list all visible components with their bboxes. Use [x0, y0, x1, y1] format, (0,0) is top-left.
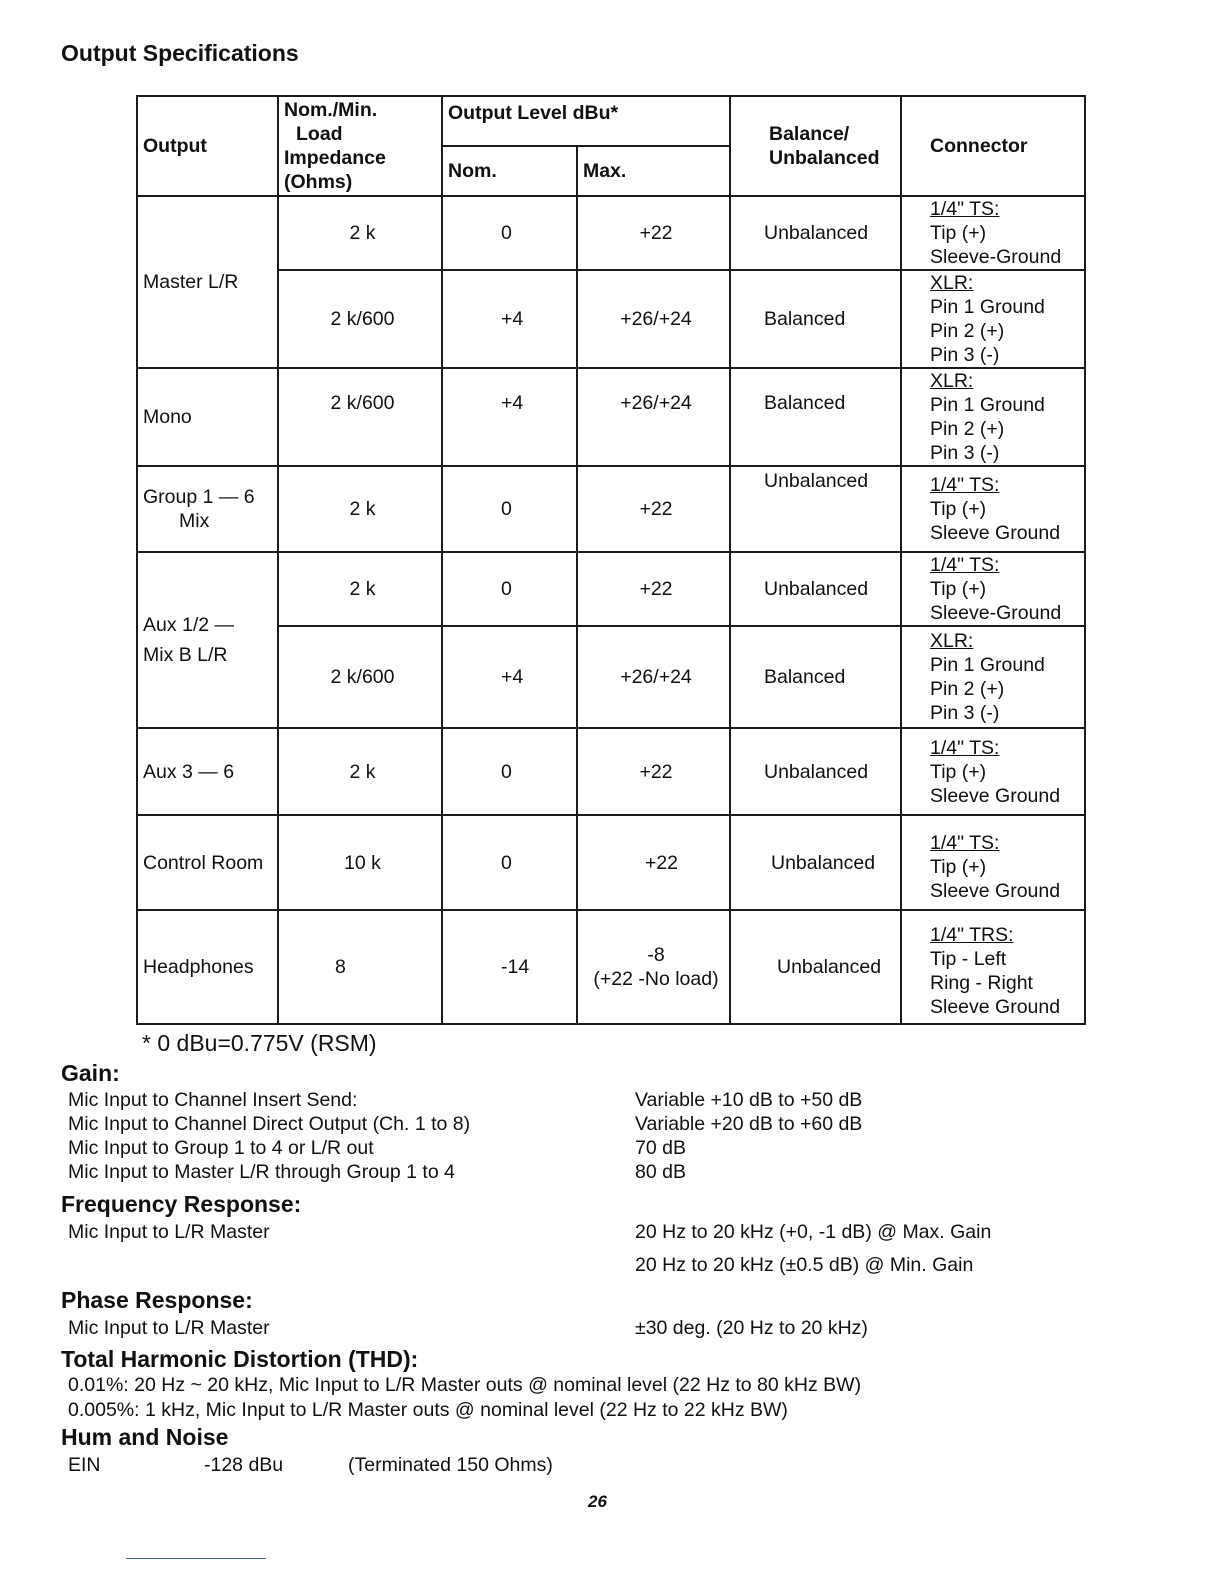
table-row	[137, 196, 1085, 270]
connector-pin: Ring - Right	[930, 972, 1033, 994]
connector-pin: Pin 3 (-)	[930, 344, 1000, 366]
connector-cell	[901, 552, 1085, 626]
connector-pin: Sleeve Ground	[930, 784, 1061, 807]
max-cell	[577, 910, 730, 1024]
hum-ein-value: -128 dBu	[204, 1454, 284, 1476]
connector-pin: Sleeve Ground	[930, 996, 1061, 1018]
gain-heading: Gain:	[61, 1060, 120, 1086]
phase-value: ±30 deg. (20 Hz to 20 kHz)	[635, 1317, 868, 1339]
output-name: Control Room	[137, 815, 278, 910]
connector-pin: Pin 1 Ground	[930, 296, 1045, 318]
thd-heading: Total Harmonic Distortion (THD):	[61, 1346, 419, 1372]
thd-line: 0.01%: 20 Hz ~ 20 kHz, Mic Input to L/R Master outs @ nominal level (22 Hz to 80 kHz BW)	[68, 1374, 862, 1396]
connector-pin: Tip - Left	[930, 948, 1007, 970]
nom-cell: +4	[442, 626, 577, 728]
gain-label: Mic Input to Channel Direct Output (Ch. 1 to 8)	[68, 1113, 471, 1135]
connector-pin: Pin 2 (+)	[930, 678, 1005, 700]
nom-cell: -14	[442, 910, 577, 1024]
connector-pin: Pin 1 Ground	[930, 394, 1045, 416]
connector-type: 1/4" TS:	[930, 198, 1000, 220]
balance-cell: Balanced	[730, 368, 901, 466]
header-balance-line2: Unbalanced	[769, 147, 880, 169]
nom-cell: +4	[442, 270, 577, 368]
balance-cell: Unbalanced	[730, 728, 901, 815]
nom-cell: 0	[442, 552, 577, 626]
header-balance	[730, 96, 901, 196]
page-title: Output Specifications	[61, 40, 299, 66]
output-name: Master L/R	[137, 196, 278, 368]
gain-value: 80 dB	[635, 1161, 686, 1183]
balance-cell: Unbalanced	[730, 196, 901, 270]
connector-pin: Tip (+)	[930, 855, 987, 878]
header-max: Max.	[577, 146, 730, 196]
gain-value: 70 dB	[635, 1137, 686, 1159]
bottom-rule	[126, 1558, 266, 1559]
balance-cell: Unbalanced	[730, 815, 901, 910]
footnote: * 0 dBu=0.775V (RSM)	[142, 1030, 377, 1056]
gain-label: Mic Input to Channel Insert Send:	[68, 1089, 358, 1111]
nom-cell: 0	[442, 196, 577, 270]
table-row	[137, 626, 1085, 728]
output-spec-table	[136, 95, 1086, 1025]
nom-cell: 0	[442, 728, 577, 815]
gain-value: Variable +20 dB to +60 dB	[635, 1113, 863, 1135]
load-cell: 2 k/600	[278, 626, 442, 728]
output-name-line2: Mix B L/R	[143, 644, 228, 666]
max-cell: +22	[577, 728, 730, 815]
balance-cell: Balanced	[730, 626, 901, 728]
header-balance-line1: Balance/	[769, 123, 850, 145]
load-cell: 8	[278, 910, 442, 1024]
table-row	[137, 910, 1085, 1024]
connector-cell	[901, 466, 1085, 552]
hum-ein-label: EIN	[68, 1454, 101, 1476]
header-load-line3: Impedance	[284, 147, 386, 169]
load-cell: 2 k	[278, 196, 442, 270]
balance-cell: Unbalanced	[730, 466, 901, 552]
header-level: Output Level dBu*	[442, 96, 730, 146]
table-row	[137, 552, 1085, 626]
header-connector: Connector	[901, 96, 1085, 196]
connector-pin: Tip (+)	[930, 578, 987, 600]
connector-pin: Tip (+)	[930, 760, 987, 783]
connector-pin: Pin 3 (-)	[930, 442, 1000, 464]
connector-type: XLR:	[930, 630, 974, 652]
table-row	[137, 815, 1085, 910]
load-cell: 2 k	[278, 552, 442, 626]
nom-cell: 0	[442, 815, 577, 910]
output-name-line1: Group 1 — 6	[143, 486, 255, 508]
table-header-row	[137, 96, 1085, 146]
connector-cell	[901, 368, 1085, 466]
header-load	[278, 96, 442, 196]
balance-cell: Balanced	[730, 270, 901, 368]
freq-heading: Frequency Response:	[61, 1191, 302, 1217]
connector-cell	[901, 910, 1085, 1024]
load-cell: 10 k	[278, 815, 442, 910]
connector-cell	[901, 196, 1085, 270]
output-name	[137, 552, 278, 728]
connector-type: 1/4" TRS:	[930, 924, 1014, 946]
max-cell: +26/+24	[577, 626, 730, 728]
max-line2: (+22 -No load)	[593, 968, 719, 990]
header-nom: Nom.	[442, 146, 577, 196]
hum-heading: Hum and Noise	[61, 1424, 229, 1450]
header-load-line4: (Ohms)	[284, 171, 353, 193]
connector-type: 1/4" TS:	[930, 831, 1000, 854]
freq-label: Mic Input to L/R Master	[68, 1221, 270, 1243]
table-row	[137, 270, 1085, 368]
balance-cell: Unbalanced	[730, 552, 901, 626]
connector-cell	[901, 626, 1085, 728]
page-number: 26	[588, 1492, 607, 1511]
header-output: Output	[137, 96, 278, 196]
output-name-line1: Aux 1/2 —	[143, 614, 235, 636]
max-cell: +22	[577, 815, 730, 910]
max-cell: +22	[577, 466, 730, 552]
connector-cell	[901, 815, 1085, 910]
table-row	[137, 728, 1085, 815]
connector-pin: Tip (+)	[930, 498, 987, 520]
connector-pin: Tip (+)	[930, 222, 987, 244]
connector-type: 1/4" TS:	[930, 554, 1000, 576]
connector-type: 1/4" TS:	[930, 474, 1000, 496]
connector-pin: Pin 1 Ground	[930, 654, 1045, 676]
gain-label: Mic Input to Group 1 to 4 or L/R out	[68, 1137, 374, 1159]
gain-label: Mic Input to Master L/R through Group 1 to 4	[68, 1161, 455, 1183]
connector-type: 1/4" TS:	[930, 736, 1000, 759]
connector-pin: Pin 2 (+)	[930, 418, 1005, 440]
connector-type: XLR:	[930, 272, 974, 294]
connector-pin: Pin 3 (-)	[930, 702, 1000, 724]
max-line1: -8	[647, 944, 665, 966]
freq-value-min: 20 Hz to 20 kHz (±0.5 dB) @ Min. Gain	[635, 1254, 974, 1276]
connector-pin: Sleeve Ground	[930, 522, 1061, 544]
output-name: Aux 3 — 6	[137, 728, 278, 815]
table-row	[137, 466, 1085, 552]
max-cell: +22	[577, 196, 730, 270]
hum-ein-note: (Terminated 150 Ohms)	[348, 1454, 553, 1476]
gain-value: Variable +10 dB to +50 dB	[635, 1089, 863, 1111]
header-load-line1: Nom./Min.	[284, 99, 378, 121]
connector-pin: Sleeve-Ground	[930, 246, 1062, 268]
balance-cell: Unbalanced	[730, 910, 901, 1024]
load-cell: 2 k	[278, 466, 442, 552]
nom-cell: 0	[442, 466, 577, 552]
max-cell: +26/+24	[577, 368, 730, 466]
connector-cell	[901, 728, 1085, 815]
header-load-line2: Load	[296, 123, 343, 145]
output-name	[137, 466, 278, 552]
connector-type: XLR:	[930, 370, 974, 392]
connector-pin: Sleeve Ground	[930, 879, 1061, 902]
output-name-line2: Mix	[179, 510, 210, 532]
phase-label: Mic Input to L/R Master	[68, 1317, 270, 1339]
max-cell: +22	[577, 552, 730, 626]
connector-cell	[901, 270, 1085, 368]
thd-line: 0.005%: 1 kHz, Mic Input to L/R Master outs @ nominal level (22 Hz to 22 kHz BW)	[68, 1399, 788, 1421]
phase-heading: Phase Response:	[61, 1287, 253, 1313]
load-cell: 2 k/600	[278, 270, 442, 368]
nom-cell: +4	[442, 368, 577, 466]
output-name: Mono	[137, 368, 278, 466]
max-cell: +26/+24	[577, 270, 730, 368]
freq-value-max: 20 Hz to 20 kHz (+0, -1 dB) @ Max. Gain	[635, 1221, 992, 1243]
load-cell: 2 k/600	[278, 368, 442, 466]
connector-pin: Pin 2 (+)	[930, 320, 1005, 342]
output-name: Headphones	[137, 910, 278, 1024]
table-row	[137, 368, 1085, 466]
load-cell: 2 k	[278, 728, 442, 815]
connector-pin: Sleeve-Ground	[930, 602, 1062, 624]
